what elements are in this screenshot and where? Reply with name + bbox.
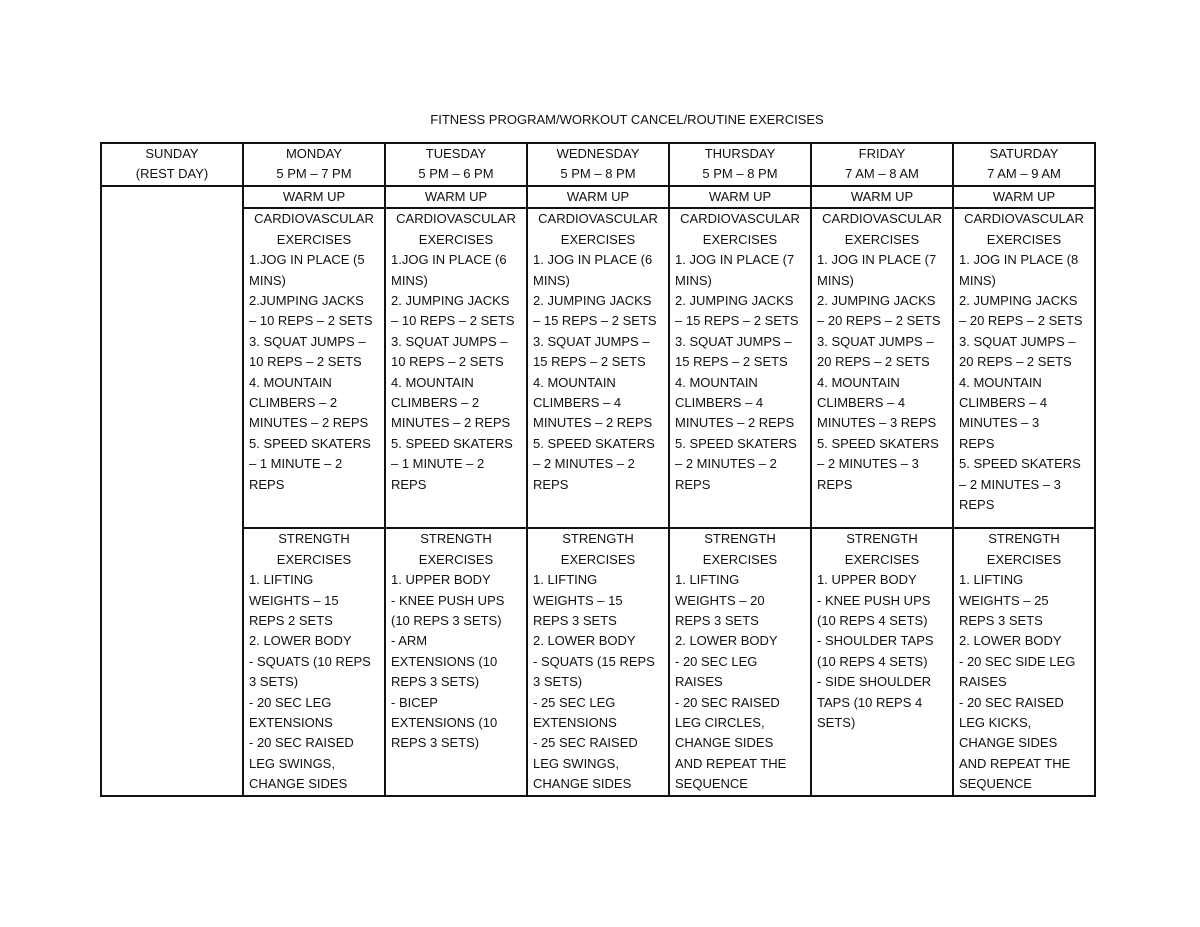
exercise-line: TAPS (10 REPS 4 bbox=[817, 694, 923, 710]
strength-row bbox=[101, 528, 1095, 795]
exercise-line: SETS) bbox=[817, 715, 856, 731]
strength-cell-monday bbox=[243, 528, 385, 795]
exercise-line: 1. LIFTING bbox=[959, 572, 1024, 588]
exercise-line: REPS bbox=[249, 476, 285, 492]
exercise-line: 5. SPEED SKATERS bbox=[959, 456, 1081, 472]
exercise-line: WEIGHTS – 25 bbox=[959, 592, 1049, 608]
exercise-line: - 20 SEC LEG bbox=[249, 694, 332, 710]
cardio-heading: CARDIOVASCULAR bbox=[822, 211, 942, 227]
exercise-line: 5. SPEED SKATERS bbox=[817, 435, 939, 451]
cardio-heading: EXERCISES bbox=[844, 231, 920, 247]
exercise-line: 2. LOWER BODY bbox=[249, 633, 352, 649]
exercise-line: MINUTES – 2 REPS bbox=[391, 415, 511, 431]
day-time: (REST DAY) bbox=[135, 166, 209, 182]
day-header-wednesday bbox=[527, 143, 669, 186]
exercise-line: - SQUATS (15 REPS bbox=[533, 653, 655, 669]
exercise-line: EXTENSIONS (10 bbox=[391, 653, 498, 669]
exercise-line: LEG SWINGS, bbox=[533, 755, 619, 771]
warm-up-label: WARM UP bbox=[385, 186, 527, 208]
exercise-line: MINS) bbox=[249, 272, 286, 288]
cardio-heading: EXERCISES bbox=[276, 231, 352, 247]
exercise-line: 10 REPS – 2 SETS bbox=[249, 354, 362, 370]
exercise-line: REPS 3 SETS) bbox=[391, 674, 480, 690]
strength-cell-wednesday bbox=[527, 528, 669, 795]
strength-heading: STRENGTH bbox=[846, 531, 918, 547]
strength-heading: EXERCISES bbox=[418, 551, 494, 567]
day-header-friday bbox=[811, 143, 953, 186]
day-name: FRIDAY bbox=[858, 146, 906, 161]
day-name: SATURDAY bbox=[989, 146, 1059, 161]
exercise-line: 3. SQUAT JUMPS – bbox=[249, 333, 366, 349]
day-header-monday bbox=[243, 143, 385, 186]
exercise-line: REPS 3 SETS) bbox=[391, 735, 480, 751]
exercise-line: – 1 MINUTE – 2 bbox=[249, 456, 343, 472]
workout-schedule-table bbox=[100, 142, 1096, 797]
exercise-line: 5. SPEED SKATERS bbox=[391, 435, 513, 451]
exercise-line: MINUTES – 2 REPS bbox=[249, 415, 369, 431]
cardio-heading: CARDIOVASCULAR bbox=[964, 211, 1084, 227]
exercise-line: 1. JOG IN PLACE (7 bbox=[817, 252, 937, 268]
exercise-line: 4. MOUNTAIN bbox=[391, 374, 474, 390]
exercise-line: – 2 MINUTES – 2 bbox=[675, 456, 777, 472]
exercise-line: MINS) bbox=[533, 272, 570, 288]
exercise-line: SEQUENCE bbox=[675, 776, 748, 792]
cardio-heading: CARDIOVASCULAR bbox=[680, 211, 800, 227]
exercise-line: - 20 SEC RAISED bbox=[959, 694, 1064, 710]
day-name: MONDAY bbox=[285, 146, 343, 161]
exercise-line: CLIMBERS – 4 bbox=[675, 395, 764, 411]
exercise-line: 5. SPEED SKATERS bbox=[249, 435, 371, 451]
exercise-line: WEIGHTS – 15 bbox=[249, 592, 339, 608]
exercise-line: - 20 SEC SIDE LEG bbox=[959, 653, 1076, 669]
exercise-line: 2. JUMPING JACKS bbox=[533, 293, 652, 309]
cardio-cell-saturday bbox=[953, 208, 1095, 528]
exercise-line: 5. SPEED SKATERS bbox=[675, 435, 797, 451]
exercise-line: 1. JOG IN PLACE (7 bbox=[675, 252, 795, 268]
exercise-line: 2.JUMPING JACKS bbox=[249, 293, 364, 309]
cardio-heading: CARDIOVASCULAR bbox=[254, 211, 374, 227]
exercise-line: - 25 SEC LEG bbox=[533, 694, 616, 710]
day-time: 7 AM – 9 AM bbox=[987, 166, 1061, 182]
strength-heading: STRENGTH bbox=[704, 531, 776, 547]
exercise-line: REPS bbox=[391, 476, 427, 492]
cardio-cell-thursday bbox=[669, 208, 811, 528]
warm-up-label: WARM UP bbox=[953, 186, 1095, 208]
exercise-line: - 25 SEC RAISED bbox=[533, 735, 638, 751]
strength-heading: STRENGTH bbox=[562, 531, 634, 547]
exercise-line: CHANGE SIDES bbox=[959, 735, 1058, 751]
exercise-line: - KNEE PUSH UPS bbox=[817, 592, 931, 608]
exercise-line: 3 SETS) bbox=[533, 674, 583, 690]
exercise-line: CHANGE SIDES bbox=[249, 776, 348, 792]
strength-heading: EXERCISES bbox=[844, 551, 920, 567]
day-header-row bbox=[101, 143, 1095, 186]
day-time: 5 PM – 6 PM bbox=[418, 166, 494, 182]
exercise-line: CLIMBERS – 4 bbox=[959, 395, 1048, 411]
exercise-line: 1. UPPER BODY bbox=[391, 572, 491, 588]
exercise-line: - 20 SEC RAISED bbox=[675, 694, 780, 710]
exercise-line: - KNEE PUSH UPS bbox=[391, 592, 505, 608]
strength-heading: STRENGTH bbox=[278, 531, 350, 547]
exercise-line: LEG CIRCLES, bbox=[675, 715, 765, 731]
exercise-line: EXTENSIONS (10 bbox=[391, 715, 498, 731]
exercise-line: – 2 MINUTES – 3 bbox=[959, 476, 1061, 492]
exercise-line: 10 REPS – 2 SETS bbox=[391, 354, 504, 370]
exercise-line: – 10 REPS – 2 SETS bbox=[391, 313, 515, 329]
exercise-line: 20 REPS – 2 SETS bbox=[959, 354, 1072, 370]
exercise-line: 3. SQUAT JUMPS – bbox=[533, 333, 650, 349]
exercise-line: – 15 REPS – 2 SETS bbox=[533, 313, 657, 329]
exercise-line: 3 SETS) bbox=[249, 674, 299, 690]
cardio-cell-wednesday bbox=[527, 208, 669, 528]
exercise-line: 4. MOUNTAIN bbox=[249, 374, 332, 390]
strength-cell-friday bbox=[811, 528, 953, 795]
exercise-line: CLIMBERS – 4 bbox=[817, 395, 906, 411]
day-header-thursday bbox=[669, 143, 811, 186]
strength-heading: STRENGTH bbox=[420, 531, 492, 547]
exercise-line: MINS) bbox=[959, 272, 996, 288]
exercise-line: (10 REPS 4 SETS) bbox=[817, 653, 928, 669]
exercise-line: - SIDE SHOULDER bbox=[817, 674, 932, 690]
strength-heading: EXERCISES bbox=[276, 551, 352, 567]
exercise-line: - 20 SEC LEG bbox=[675, 653, 758, 669]
exercise-line: 1. JOG IN PLACE (8 bbox=[959, 252, 1079, 268]
exercise-line: – 2 MINUTES – 3 bbox=[817, 456, 919, 472]
exercise-line: 3. SQUAT JUMPS – bbox=[675, 333, 792, 349]
exercise-line: 1. UPPER BODY bbox=[817, 572, 917, 588]
exercise-line: 2. LOWER BODY bbox=[533, 633, 636, 649]
day-time: 5 PM – 8 PM bbox=[560, 166, 636, 182]
warm-up-label: WARM UP bbox=[243, 186, 385, 208]
exercise-line: LEG KICKS, bbox=[959, 715, 1032, 731]
exercise-line: CLIMBERS – 2 bbox=[249, 395, 338, 411]
exercise-line: 4. MOUNTAIN bbox=[817, 374, 900, 390]
exercise-line: 2. LOWER BODY bbox=[675, 633, 778, 649]
exercise-line: - 20 SEC RAISED bbox=[249, 735, 354, 751]
exercise-line: – 2 MINUTES – 2 bbox=[533, 456, 635, 472]
day-time: 5 PM – 8 PM bbox=[702, 166, 778, 182]
sunday-rest-cell bbox=[101, 186, 243, 796]
exercise-line: MINUTES – 3 bbox=[959, 415, 1040, 431]
warm-up-label: WARM UP bbox=[811, 186, 953, 208]
exercise-line: 1. LIFTING bbox=[533, 572, 598, 588]
exercise-line: 2. JUMPING JACKS bbox=[391, 293, 510, 309]
strength-heading: EXERCISES bbox=[702, 551, 778, 567]
exercise-line: REPS bbox=[959, 435, 995, 451]
exercise-line: (10 REPS 3 SETS) bbox=[391, 613, 502, 629]
day-header-sunday bbox=[101, 143, 243, 186]
exercise-line: 15 REPS – 2 SETS bbox=[675, 354, 788, 370]
exercise-line: 5. SPEED SKATERS bbox=[533, 435, 655, 451]
cardio-heading: EXERCISES bbox=[418, 231, 494, 247]
day-header-saturday bbox=[953, 143, 1095, 186]
exercise-line: REPS 3 SETS bbox=[675, 613, 759, 629]
exercise-line: 3. SQUAT JUMPS – bbox=[817, 333, 934, 349]
exercise-line: REPS 2 SETS bbox=[249, 613, 333, 629]
exercise-line: 4. MOUNTAIN bbox=[533, 374, 616, 390]
exercise-line: REPS bbox=[675, 476, 711, 492]
exercise-line: 2. JUMPING JACKS bbox=[817, 293, 936, 309]
exercise-line: - BICEP bbox=[391, 694, 438, 710]
day-name: THURSDAY bbox=[704, 146, 776, 161]
exercise-line: 1. LIFTING bbox=[675, 572, 740, 588]
exercise-line: - ARM bbox=[391, 633, 428, 649]
exercise-line: 1. JOG IN PLACE (6 bbox=[533, 252, 653, 268]
strength-heading: EXERCISES bbox=[560, 551, 636, 567]
exercise-line: – 1 MINUTE – 2 bbox=[391, 456, 485, 472]
exercise-line: MINS) bbox=[675, 272, 712, 288]
exercise-line: MINUTES – 2 REPS bbox=[675, 415, 795, 431]
exercise-line: (10 REPS 4 SETS) bbox=[817, 613, 928, 629]
cardio-heading: EXERCISES bbox=[986, 231, 1062, 247]
exercise-line: 4. MOUNTAIN bbox=[675, 374, 758, 390]
exercise-line: 1.JOG IN PLACE (6 bbox=[391, 252, 507, 268]
exercise-line: REPS bbox=[533, 476, 569, 492]
exercise-line: WEIGHTS – 20 bbox=[675, 592, 765, 608]
cardio-cell-tuesday bbox=[385, 208, 527, 528]
warm-up-label: WARM UP bbox=[669, 186, 811, 208]
exercise-line: – 20 REPS – 2 SETS bbox=[959, 313, 1083, 329]
cardio-cell-friday bbox=[811, 208, 953, 528]
cardio-heading: CARDIOVASCULAR bbox=[396, 211, 516, 227]
exercise-line: RAISES bbox=[959, 674, 1007, 690]
exercise-line: - SQUATS (10 REPS bbox=[249, 653, 371, 669]
cardio-heading: EXERCISES bbox=[560, 231, 636, 247]
exercise-line: LEG SWINGS, bbox=[249, 755, 335, 771]
exercise-line: 3. SQUAT JUMPS – bbox=[391, 333, 508, 349]
exercise-line: 1.JOG IN PLACE (5 bbox=[249, 252, 365, 268]
day-name: TUESDAY bbox=[425, 146, 487, 161]
exercise-line: 2. JUMPING JACKS bbox=[675, 293, 794, 309]
day-header-tuesday bbox=[385, 143, 527, 186]
page-title: FITNESS PROGRAM/WORKOUT CANCEL/ROUTINE EXERCISES bbox=[430, 112, 824, 127]
strength-heading: EXERCISES bbox=[986, 551, 1062, 567]
cardio-heading: CARDIOVASCULAR bbox=[538, 211, 658, 227]
exercise-line: MINS) bbox=[817, 272, 854, 288]
exercise-line: – 15 REPS – 2 SETS bbox=[675, 313, 799, 329]
exercise-line: 1. LIFTING bbox=[249, 572, 314, 588]
day-name: SUNDAY bbox=[145, 146, 199, 161]
exercise-line: 15 REPS – 2 SETS bbox=[533, 354, 646, 370]
exercise-line: REPS bbox=[817, 476, 853, 492]
exercise-line: 20 REPS – 2 SETS bbox=[817, 354, 930, 370]
warm-up-row bbox=[101, 186, 1095, 208]
cardio-cell-monday bbox=[243, 208, 385, 528]
exercise-line: - SHOULDER TAPS bbox=[817, 633, 934, 649]
strength-cell-tuesday bbox=[385, 528, 527, 795]
exercise-line: CLIMBERS – 4 bbox=[533, 395, 622, 411]
exercise-line: CLIMBERS – 2 bbox=[391, 395, 480, 411]
exercise-line: – 10 REPS – 2 SETS bbox=[249, 313, 373, 329]
exercise-line: CHANGE SIDES bbox=[533, 776, 632, 792]
exercise-line: 2. LOWER BODY bbox=[959, 633, 1062, 649]
exercise-line: SEQUENCE bbox=[959, 776, 1032, 792]
strength-heading: STRENGTH bbox=[988, 531, 1060, 547]
day-time: 5 PM – 7 PM bbox=[276, 166, 352, 182]
exercise-line: MINUTES – 3 REPS bbox=[817, 415, 937, 431]
strength-cell-saturday bbox=[953, 528, 1095, 795]
exercise-line: 4. MOUNTAIN bbox=[959, 374, 1042, 390]
exercise-line: MINS) bbox=[391, 272, 428, 288]
exercise-line: MINUTES – 2 REPS bbox=[533, 415, 653, 431]
exercise-line: WEIGHTS – 15 bbox=[533, 592, 623, 608]
warm-up-label: WARM UP bbox=[527, 186, 669, 208]
exercise-line: 2. JUMPING JACKS bbox=[959, 293, 1078, 309]
strength-cell-thursday bbox=[669, 528, 811, 795]
exercise-line: REPS 3 SETS bbox=[959, 613, 1043, 629]
cardio-heading: EXERCISES bbox=[702, 231, 778, 247]
day-time: 7 AM – 8 AM bbox=[845, 166, 919, 182]
exercise-line: EXTENSIONS bbox=[249, 715, 333, 731]
exercise-line: – 20 REPS – 2 SETS bbox=[817, 313, 941, 329]
exercise-line: 3. SQUAT JUMPS – bbox=[959, 333, 1076, 349]
exercise-line: AND REPEAT THE bbox=[675, 755, 787, 771]
exercise-line: RAISES bbox=[675, 674, 723, 690]
exercise-line: CHANGE SIDES bbox=[675, 735, 774, 751]
day-name: WEDNESDAY bbox=[556, 146, 640, 161]
exercise-line: AND REPEAT THE bbox=[959, 755, 1071, 771]
exercise-line: REPS bbox=[959, 497, 995, 513]
exercise-line: EXTENSIONS bbox=[533, 715, 617, 731]
cardio-row bbox=[101, 208, 1095, 528]
exercise-line: REPS 3 SETS bbox=[533, 613, 617, 629]
